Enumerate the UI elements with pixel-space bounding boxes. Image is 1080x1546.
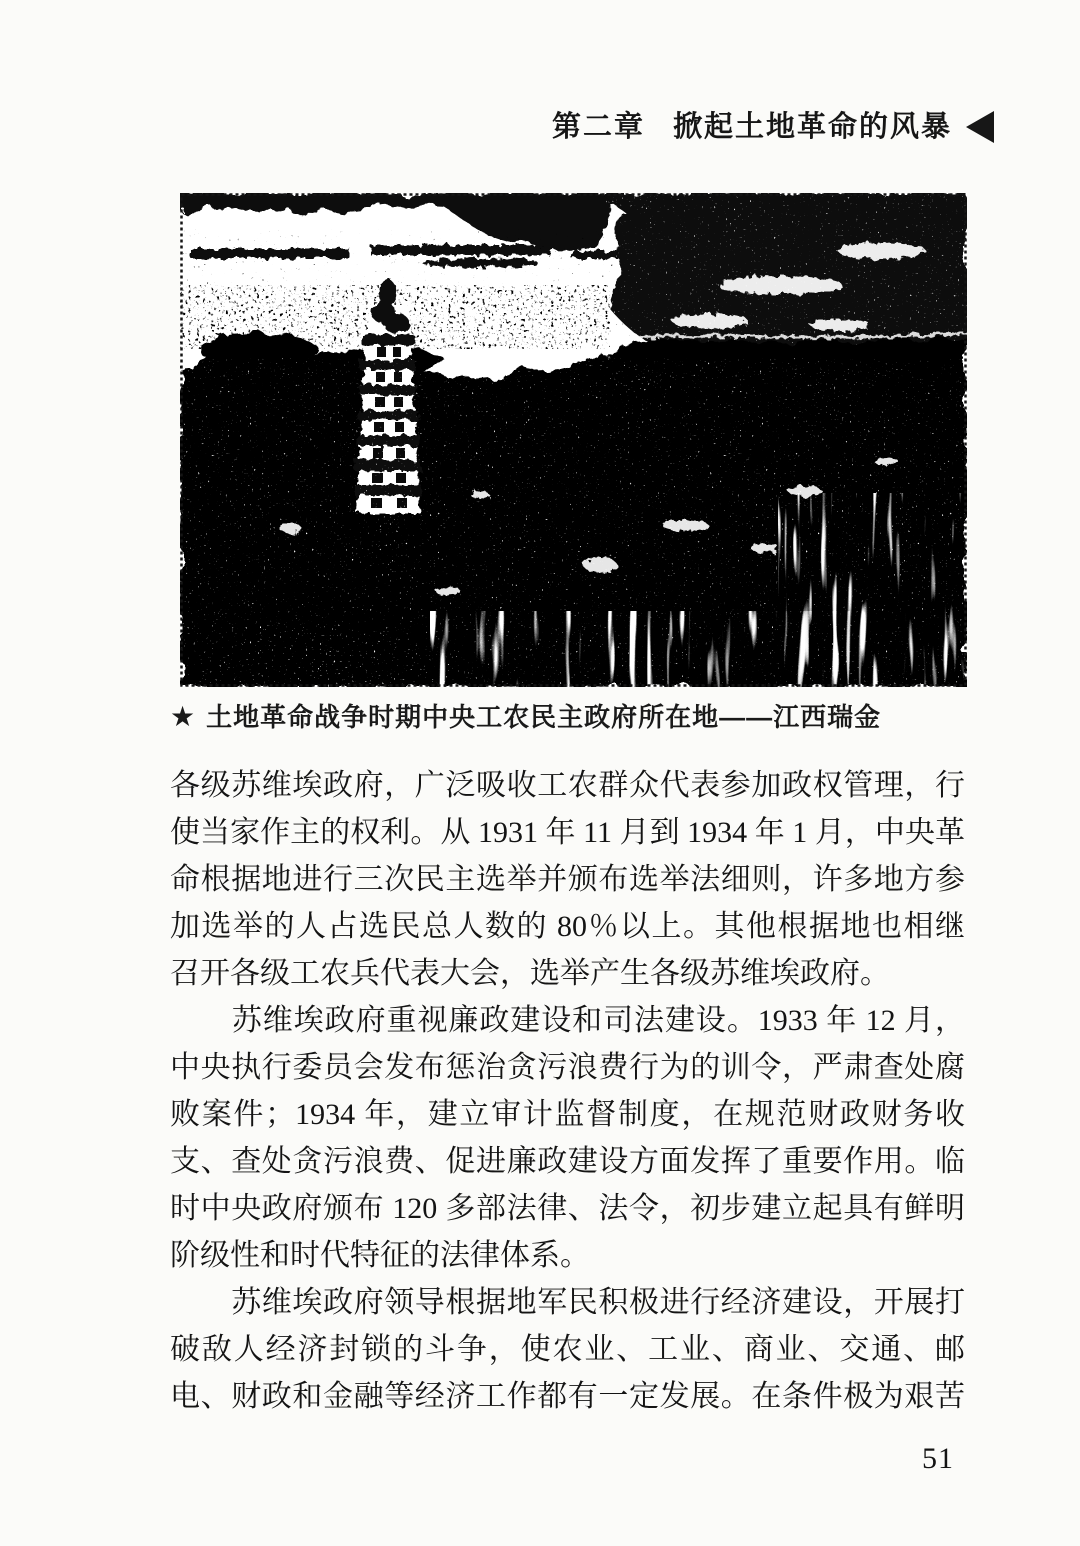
- text-line: 加选举的人占选民总人数的 80％以上。其他根据地也相继: [170, 910, 965, 943]
- text-line: 支、查处贪污浪费、促进廉政建设方面发挥了重要作用。临: [170, 1145, 965, 1178]
- text-line: 阶级性和时代特征的法律体系。: [170, 1239, 590, 1272]
- text-line: 召开各级工农兵代表大会，选举产生各级苏维埃政府。: [170, 957, 890, 990]
- text-line: 中央执行委员会发布惩治贪污浪费行为的训令，严肃查处腐: [170, 1051, 965, 1084]
- running-header: [552, 110, 994, 144]
- text-line: 苏维埃政府重视廉政建设和司法建设。1933 年 12 月，: [170, 1004, 965, 1037]
- figure-caption: [170, 697, 970, 734]
- left-triangle-icon: [966, 111, 994, 143]
- text-line: 各级苏维埃政府，广泛吸收工农群众代表参加政权管理，行: [170, 769, 965, 802]
- text-line: 破敌人经济封锁的斗争，使农业、工业、商业、交通、邮: [170, 1333, 965, 1366]
- figure-caption-text: 土地革命战争时期中央工农民主政府所在地——江西瑞金: [206, 702, 882, 732]
- chapter-title: 掀起土地革命的风暴: [672, 111, 952, 143]
- text-line: 命根据地进行三次民主选举并颁布选举法细则，许多地方参: [170, 863, 965, 896]
- star-icon: ★: [170, 701, 197, 732]
- vegetation-texture: [778, 493, 967, 687]
- photo-svg: [180, 193, 967, 687]
- bottom-left-speckles: [180, 625, 420, 687]
- page-number: 51: [922, 1442, 954, 1475]
- text-line: 使当家作主的权利。从 1931 年 11 月到 1934 年 1 月，中央革: [170, 816, 965, 849]
- text-line: 苏维埃政府领导根据地军民积极进行经济建设，开展打: [170, 1286, 965, 1319]
- pagoda-photograph: [180, 193, 967, 687]
- body-text: [170, 762, 965, 1420]
- text-line: 时中央政府颁布 120 多部法律、法令，初步建立起具有鲜明: [170, 1192, 965, 1225]
- text-line: 败案件；1934 年，建立审计监督制度，在规范财政财务收: [170, 1098, 965, 1131]
- chapter-number: 第二章: [551, 111, 645, 143]
- text-line: 电、财政和金融等经济工作都有一定发展。在条件极为艰苦: [170, 1380, 965, 1413]
